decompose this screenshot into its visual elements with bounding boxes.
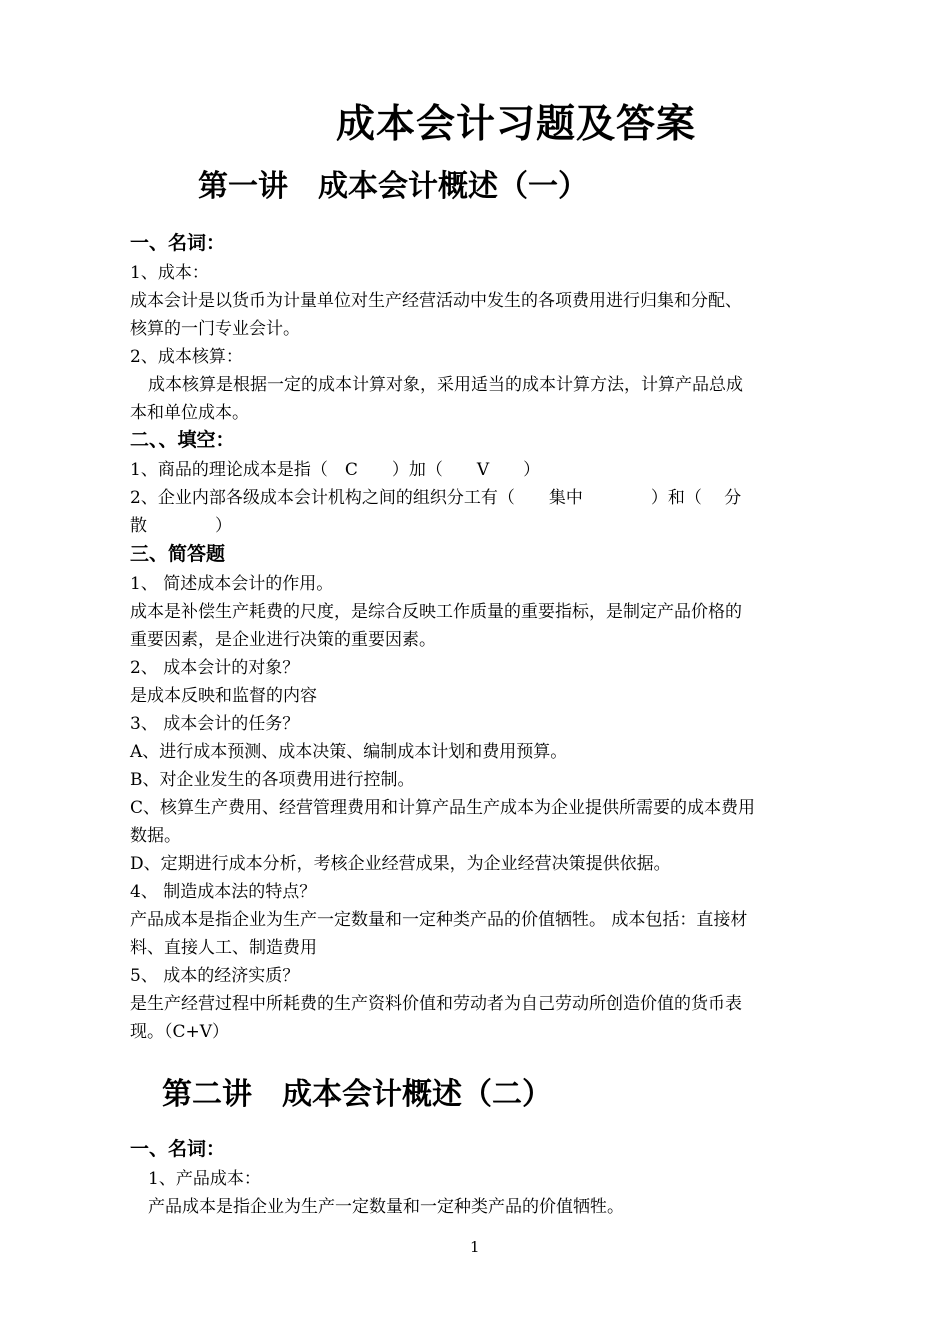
- short-answer-4-answer-line-1: 产品成本是指企业为生产一定数量和一定种类产品的价值牺牲。 成本包括：直接材: [130, 910, 748, 930]
- short-answer-4-question: 4、 制造成本法的特点？: [130, 882, 317, 902]
- fill-in-2-line-1: 2、企业内部各级成本会计机构之间的组织分工有（ 集中 ）和（ 分: [130, 488, 742, 508]
- document-title: 成本会计习题及答案: [336, 102, 697, 147]
- short-answer-2-question: 2、 成本会计的对象？: [130, 658, 300, 678]
- term-2-question: 2、成本核算：: [130, 347, 243, 367]
- section-fill-in-heading: 二、、填空：: [130, 429, 235, 451]
- short-answer-3-item-d: D、定期进行成本分析，考核企业经营成果，为企业经营决策提供依据。: [130, 854, 671, 874]
- lecture-2-heading: 第二讲 成本会计概述（二）: [162, 1077, 552, 1112]
- lecture-2-term-1-question: 1、产品成本：: [148, 1169, 261, 1189]
- short-answer-1-question: 1、 简述成本会计的作用。: [130, 574, 334, 594]
- term-2-answer-line-1: 成本核算是根据一定的成本计算对象，采用适当的成本计算方法，计算产品总成: [148, 375, 743, 395]
- short-answer-4-answer-line-2: 料、直接人工、制造费用: [130, 938, 317, 958]
- short-answer-5-question: 5、 成本的经济实质？: [130, 966, 300, 986]
- fill-in-1: 1、商品的理论成本是指（ C ）加（ V ）: [130, 460, 541, 480]
- short-answer-3-question: 3、 成本会计的任务？: [130, 714, 300, 734]
- short-answer-5-answer-line-1: 是生产经营过程中所耗费的生产资料价值和劳动者为自己劳动所创造价值的货币表: [130, 994, 742, 1014]
- term-1-answer-line-1: 成本会计是以货币为计量单位对生产经营活动中发生的各项费用进行归集和分配、: [130, 291, 742, 311]
- lecture-2-section-terms-heading: 一、名词：: [130, 1138, 226, 1160]
- page-number: 1: [470, 1238, 480, 1256]
- term-2-answer-line-2: 本和单位成本。: [130, 403, 249, 423]
- short-answer-3-item-c-line-2: 数据。: [130, 826, 181, 846]
- short-answer-2-answer: 是成本反映和监督的内容: [130, 686, 317, 706]
- short-answer-3-item-a: A、进行成本预测、成本决策、编制成本计划和费用预算。: [130, 742, 568, 762]
- term-1-question: 1、成本：: [130, 263, 209, 283]
- short-answer-1-answer-line-1: 成本是补偿生产耗费的尺度，是综合反映工作质量的重要指标，是制定产品价格的: [130, 602, 742, 622]
- lecture-2-term-1-answer: 产品成本是指企业为生产一定数量和一定种类产品的价值牺牲。: [148, 1197, 624, 1217]
- section-short-answer-heading: 三、简答题: [130, 543, 226, 565]
- short-answer-3-item-b: B、对企业发生的各项费用进行控制。: [130, 770, 415, 790]
- short-answer-5-answer-line-2: 现。（C+V）: [130, 1022, 230, 1042]
- section-terms-heading: 一、名词：: [130, 232, 226, 254]
- short-answer-1-answer-line-2: 重要因素，是企业进行决策的重要因素。: [130, 630, 436, 650]
- short-answer-3-item-c-line-1: C、核算生产费用、经营管理费用和计算产品生产成本为企业提供所需要的成本费用: [130, 798, 756, 818]
- fill-in-2-line-2: 散 ）: [130, 516, 232, 536]
- lecture-1-heading: 第一讲 成本会计概述（一）: [198, 169, 588, 204]
- term-1-answer-line-2: 核算的一门专业会计。: [130, 319, 300, 339]
